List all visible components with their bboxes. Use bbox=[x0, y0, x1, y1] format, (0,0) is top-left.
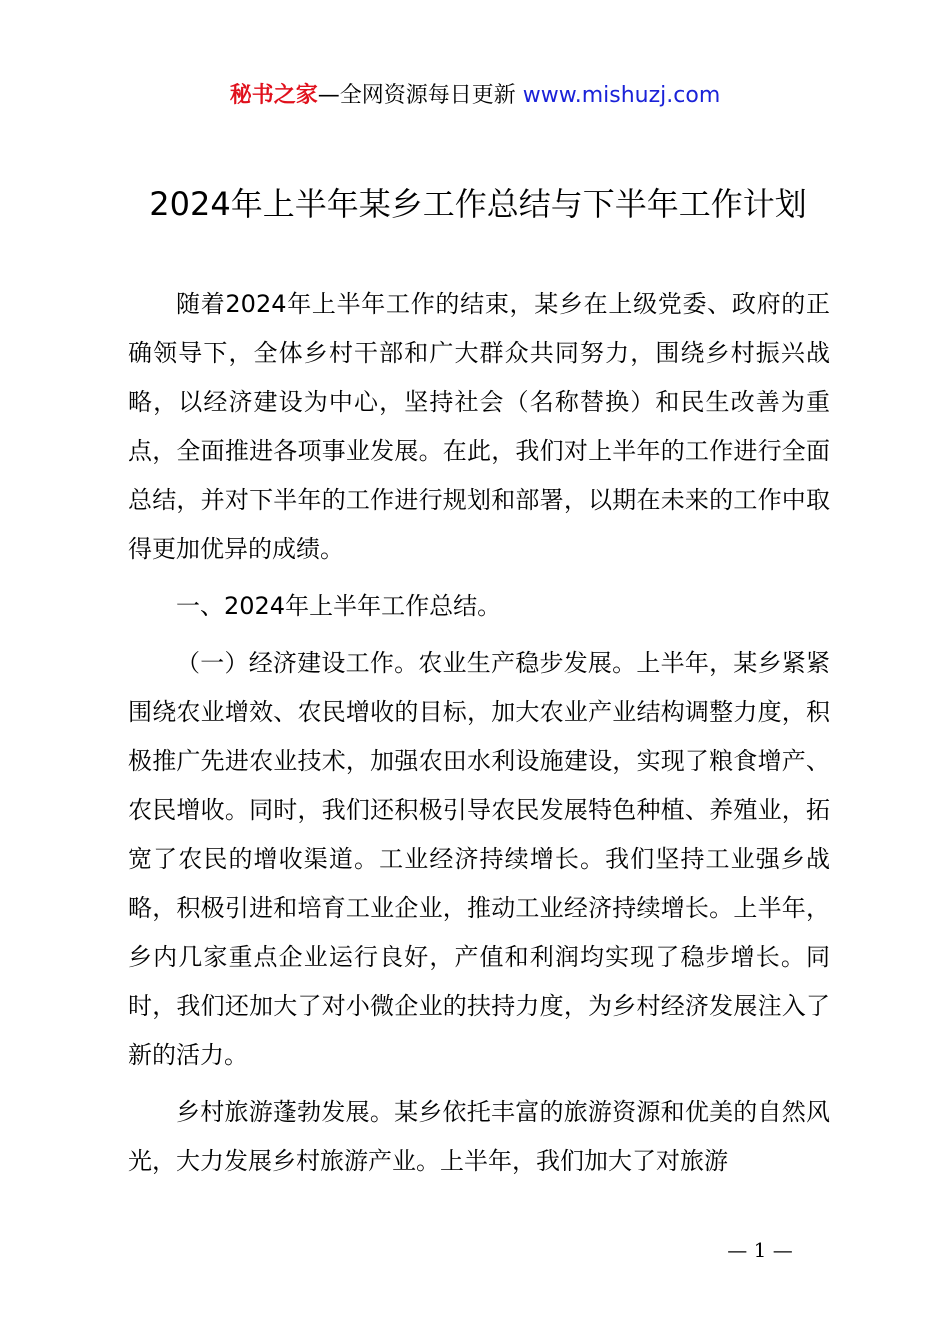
site-tagline: —全网资源每日更新 bbox=[317, 83, 523, 108]
site-brand: 秘书之家 bbox=[229, 83, 318, 108]
document-body bbox=[128, 280, 830, 1186]
document-title: 2024年上半年某乡工作总结与下半年工作计划 bbox=[149, 185, 807, 223]
site-url-link[interactable]: www.mishuzj.com bbox=[522, 83, 721, 108]
paragraph-intro: 随着2024年上半年工作的结束，某乡在上级党委、政府的正确领导下，全体乡村干部和广大群众共同努力，围绕乡村振兴战略，以经济建设为中心，坚持社会（名称替换）和民生改善为重点，全面推进各项事业发展。在此，我们对上半年的工作进行全面总结，并对下半年的工作进行规划和部署，以期在未来的工作中取得更加优异的成绩。 bbox=[128, 290, 830, 563]
paragraph-economy: （一）经济建设工作。农业生产稳步发展。上半年，某乡紧紧围绕农业增效、农民增收的目标，加大农业产业结构调整力度，积极推广先进农业技术，加强农田水利设施建设，实现了粮食增产、农民增收。同时，我们还积极引导农民发展特色种植、养殖业，拓宽了农民的增收渠道。工业经济持续增长。我们坚持工业强乡战略，积极引进和培育工业企业，推动工业经济持续增长。上半年，乡内几家重点企业运行良好，产值和利润均实现了稳步增长。同时，我们还加大了对小微企业的扶持力度，为乡村经济发展注入了新的活力。 bbox=[128, 649, 830, 1069]
page-number: — 1 — bbox=[727, 1238, 793, 1262]
site-header bbox=[0, 80, 950, 112]
paragraph-tourism: 乡村旅游蓬勃发展。某乡依托丰富的旅游资源和优美的自然风光，大力发展乡村旅游产业。上半年，我们加大了对旅游 bbox=[128, 1098, 830, 1175]
section-heading-1: 一、2024年上半年工作总结。 bbox=[176, 592, 502, 620]
